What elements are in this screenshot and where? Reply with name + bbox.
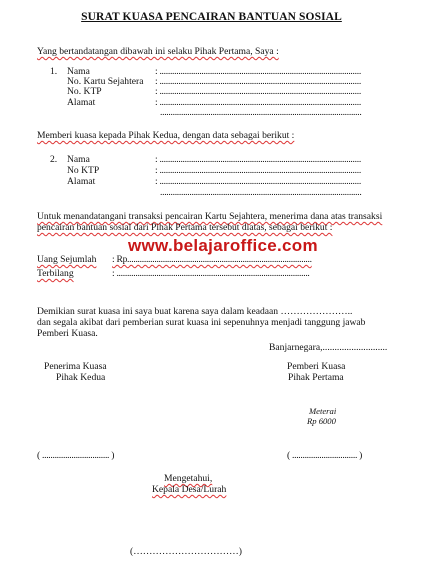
- acknowledge-line-1: [164, 473, 212, 484]
- party2-address-label: Alamat: [67, 176, 96, 187]
- right-sign-role: Pemberi Kuasa: [287, 361, 346, 372]
- purpose-line-1-content: Untuk menandatangani transaksi pencairan Kartu Sejahtera, menerima dana atas transaksi: [37, 211, 383, 222]
- party2-address-value: : ................................................................................................: [155, 176, 361, 187]
- intro-text-content: Yang bertandatangan dibawah ini selaku Pihak Pertama, Saya :: [37, 46, 279, 57]
- place-date: Banjarnegara,...........................: [269, 342, 388, 353]
- watermark-text: www.belajaroffice.com: [128, 236, 318, 255]
- party1-card-value: : ................................................................................................: [155, 76, 361, 87]
- right-sign-party: Pihak Pertama: [288, 372, 344, 383]
- party2-ktp-label: No KTP: [67, 165, 100, 176]
- amount-label-content: Uang Sejumlah: [37, 254, 97, 265]
- grant-text-content: Memberi kuasa kepada Pihak Kedua, dengan data sebagai berikut :: [37, 130, 295, 141]
- party1-address-extra: ................................................................................................: [160, 107, 362, 118]
- left-sign-name: ( ................................ ): [37, 450, 115, 461]
- spelled-label: [37, 268, 74, 279]
- closing-line-2: dan segala akibat dari pemberian surat kuasa ini sepenuhnya menjadi tanggung jawab: [37, 317, 366, 328]
- party1-ktp-value: : ................................................................................................: [155, 86, 361, 97]
- right-sign-name: ( ............................... ): [287, 450, 363, 461]
- amount-value: [112, 254, 312, 265]
- acknowledge-line-2: [152, 484, 226, 495]
- party2-name-label: Nama: [67, 154, 90, 165]
- party1-address-value: : ................................................................................................: [155, 97, 361, 108]
- party2-address-extra: ................................................................................................: [160, 187, 362, 198]
- party2-ktp-value: : ................................................................................................: [155, 165, 361, 176]
- party1-ktp-label: No. KTP: [67, 86, 102, 97]
- party1-card-label: No. Kartu Sejahtera: [67, 76, 144, 87]
- acknowledge-name: (……………………………): [130, 546, 242, 557]
- purpose-line-2-content: pencairan bantuan sosial dari Pihak Pertama tersebut diatas, sebagai berikut :: [37, 222, 333, 233]
- grant-text: [37, 130, 294, 141]
- party1-number: 1.: [50, 66, 58, 77]
- stamp-amount: Rp 6000: [307, 416, 336, 426]
- party1-name-label: Nama: [67, 66, 90, 77]
- purpose-line-2: [37, 222, 332, 233]
- spelled-value: : ............................................................................................: [112, 268, 310, 279]
- amount-value-content: : Rp........................................................................................: [112, 254, 312, 265]
- party1-name-value: : ................................................................................................: [155, 66, 361, 77]
- amount-label: [37, 254, 96, 265]
- acknowledge-line-1-content: Mengetahui,: [164, 473, 213, 484]
- party1-address-label: Alamat: [67, 97, 96, 108]
- intro-text: [37, 46, 279, 57]
- acknowledge-line-2-content: Kepala Desa/Lurah: [152, 484, 227, 495]
- document-title: SURAT KUASA PENCAIRAN BANTUAN SOSIAL: [81, 11, 342, 23]
- left-sign-party: Pihak Kedua: [56, 372, 106, 383]
- party2-name-value: : ................................................................................................: [155, 154, 361, 165]
- left-sign-role: Penerima Kuasa: [44, 361, 107, 372]
- closing-line-3: Pemberi Kuasa.: [37, 328, 98, 339]
- spelled-label-content: Terbilang: [37, 268, 74, 279]
- party2-number: 2.: [50, 154, 58, 165]
- stamp-label: Meterai: [309, 406, 337, 416]
- closing-line-1: Demikian surat kuasa ini saya buat karena saya dalam keadaan …………………..: [37, 306, 353, 317]
- purpose-line-1: [37, 211, 382, 222]
